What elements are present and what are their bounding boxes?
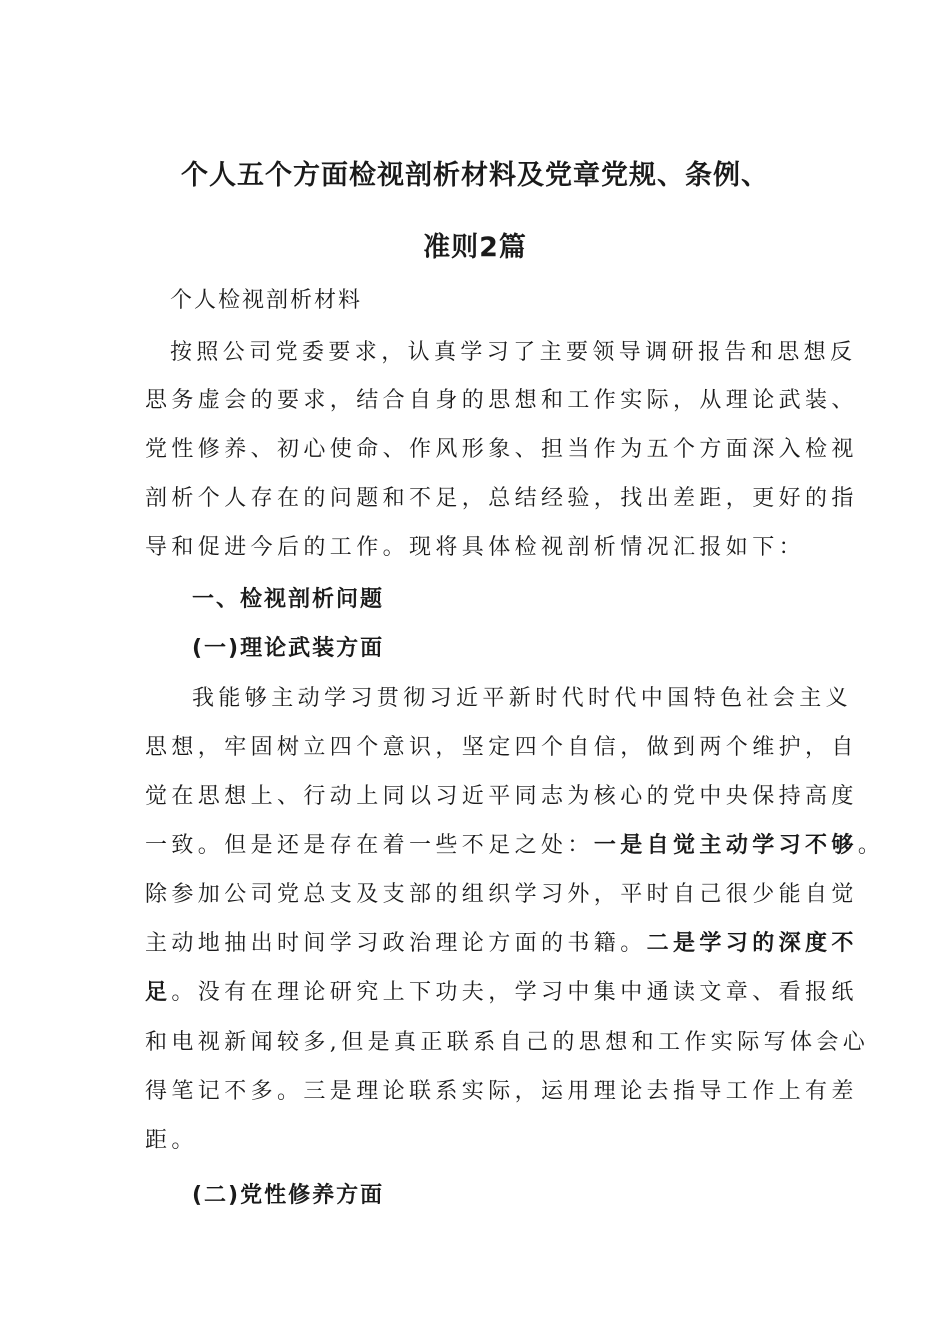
emphasis-text: 二是学习的深度不 (646, 931, 858, 956)
body-text: 。没有在理论研究上下功夫，学习中集中通读文章、看报纸 (171, 980, 858, 1005)
intro-line: 按照公司党委要求，认真学习了主要领导调研报告和思想反 (170, 340, 857, 365)
intro-line: 导和促进今后的工作。现将具体检视剖析情况汇报如下： (145, 535, 806, 560)
body-text: 一致。但是还是存在着一些不足之处： (145, 833, 594, 858)
body-line: 除参加公司党总支及支部的组织学习外，平时自己很少能自觉 (145, 882, 858, 907)
intro-line: 党性修养、初心使命、作风形象、担当作为五个方面深入检视 (145, 437, 858, 462)
body-line: 距。 (145, 1128, 198, 1153)
body-line: 和电视新闻较多,但是真正联系自己的思想和工作实际写体会心 (145, 1030, 870, 1055)
emphasis-text: 一是自觉主动学习不够 (593, 833, 858, 858)
body-text: 。 (857, 833, 885, 858)
body-line (145, 831, 884, 861)
body-line: 觉在思想上、行动上同以习近平同志为核心的党中央保持高度 (145, 784, 858, 809)
body-text: 主动地抽出时间学习政治理论方面的书籍。 (145, 931, 647, 956)
body-line: 得笔记不多。三是理论联系实际，运用理论去指导工作上有差 (145, 1079, 858, 1104)
body-line: 思想，牢固树立四个意识，坚定四个自信，做到两个维护，自 (145, 735, 858, 760)
subheading-party-spirit: (二)党性修养方面 (192, 1183, 385, 1208)
section-title: 个人检视剖析材料 (170, 288, 363, 313)
subheading-theory-armament: (一)理论武装方面 (192, 636, 385, 661)
body-line (145, 929, 858, 959)
body-line (145, 978, 858, 1008)
body-line: 我能够主动学习贯彻习近平新时代时代中国特色社会主义 (192, 686, 853, 711)
intro-line: 剖析个人存在的问题和不足，总结经验，找出差距，更好的指 (145, 486, 858, 511)
document-title-line-1: 个人五个方面检视剖析材料及党章党规、条例、 (181, 160, 769, 191)
document-title-line-2: 准则2篇 (423, 232, 527, 263)
intro-line: 思务虚会的要求，结合自身的思想和工作实际，从理论武装、 (145, 388, 858, 413)
emphasis-text: 足 (145, 980, 172, 1005)
heading-inspection-problems: 一、检视剖析问题 (192, 587, 385, 612)
